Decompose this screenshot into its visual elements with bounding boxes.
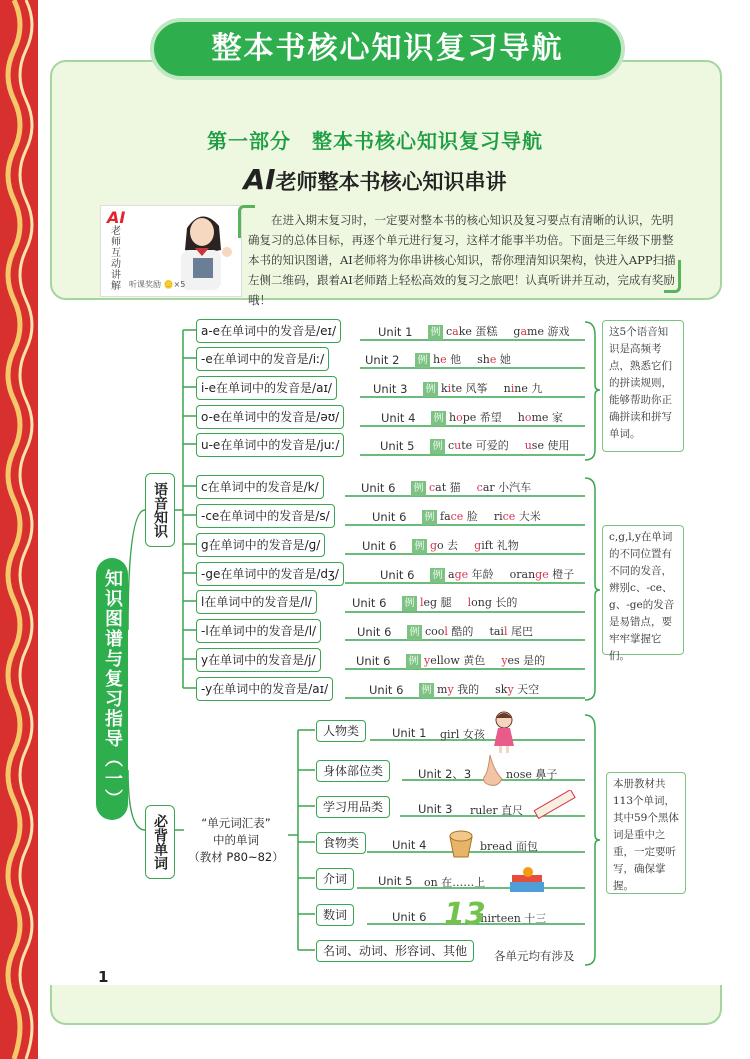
bread-icon xyxy=(446,827,476,859)
phonics-example xyxy=(430,437,569,454)
phonics-example xyxy=(412,537,519,554)
example-mark-icon: 例 xyxy=(411,481,426,496)
example-word-1-end: eg 腿 xyxy=(423,596,452,609)
example-mark-icon: 例 xyxy=(402,596,417,611)
example-mark-icon: 例 xyxy=(422,510,437,525)
example-word-1-start: k xyxy=(441,382,448,395)
ai-prefix: AI xyxy=(243,163,276,196)
example-word-2-end: 尾巴 xyxy=(507,625,533,638)
girl-icon xyxy=(490,710,518,754)
example-word-2-highlight: y xyxy=(501,654,508,667)
example-word-1-highlight: y xyxy=(447,683,454,696)
example-word-1-start: a xyxy=(448,568,455,581)
phonics-rule: -ce在单词中的发音是/s/ xyxy=(196,504,335,528)
example-word-2-start: n xyxy=(503,382,511,395)
ai-heading-text: 老师整本书核心知识串讲 xyxy=(275,170,507,194)
phonics-unit: Unit 6 xyxy=(369,683,404,697)
example-word-1-highlight: y xyxy=(424,654,431,667)
example-word-1-highlight: l xyxy=(420,596,424,609)
example-word-1-highlight: c xyxy=(429,481,436,494)
example-word-1-end: ke 蛋糕 xyxy=(458,325,498,338)
example-word-1-highlight: g xyxy=(430,539,438,552)
phonics-example xyxy=(419,681,539,698)
example-word-1-end: te 风筝 xyxy=(451,382,488,395)
phonics-rule: -y在单词中的发音是/aɪ/ xyxy=(196,677,333,701)
phonics-example xyxy=(423,380,542,397)
phonics-note-1: 这5个语音知识是高频考点，熟悉它们的拼读规则，能够帮助你正确拼读和拼写单词。 xyxy=(602,320,684,452)
example-word-1-highlight: l xyxy=(444,625,448,638)
example-mark-icon: 例 xyxy=(428,325,443,340)
phonics-unit: Unit 6 xyxy=(357,625,392,639)
phonics-example xyxy=(415,351,511,368)
section-title: 第一部分 整本书核心知识复习导航 xyxy=(207,129,543,153)
example-mark-icon: 例 xyxy=(430,568,445,583)
intro-paragraph: 在进入期末复习时，一定要对整本书的核心知识及复习要点有清晰的认识，先明确复习的总体目标，再逐个单元进行复习，这样才能事半功倍。下面是三年级下册整本书的知识图谱，AI老师将为你串讲核心知识，帮你理清知识架构，快进入APP扫描左侧二维码，跟着AI老师踏上轻松高效的复习之旅吧！认真听讲并互动，完成有奖励哦！ xyxy=(248,213,676,307)
phonics-unit: Unit 6 xyxy=(352,596,387,610)
example-mark-icon: 例 xyxy=(406,654,421,669)
phonics-example xyxy=(422,508,541,525)
thirteen-icon: 13 xyxy=(444,897,486,932)
vocab-node: 必背单词 xyxy=(145,805,175,879)
phonics-example xyxy=(430,566,574,583)
example-word-2-end: se 使用 xyxy=(531,439,570,452)
example-word-2-start: sh xyxy=(477,353,490,366)
example-word-2-end: 她 xyxy=(496,353,511,366)
phonics-unit: Unit 4 xyxy=(381,411,416,425)
vocab-example-word: on 在……上 xyxy=(424,876,486,889)
example-word-1-end: pe 希望 xyxy=(462,411,502,424)
vocab-note: 本册教材共113个单词，其中59个黑体词是重中之重，一定要听写，确保掌握。 xyxy=(606,772,686,894)
example-word-2-highlight: u xyxy=(524,439,532,452)
example-word-1-end: o 去 xyxy=(437,539,459,552)
example-mark-icon: 例 xyxy=(430,439,445,454)
example-word-2-end: es 是的 xyxy=(507,654,546,667)
phonics-unit: Unit 6 xyxy=(356,654,391,668)
example-mark-icon: 例 xyxy=(412,539,427,554)
phonics-rule: a-e在单词中的发音是/eɪ/ xyxy=(196,319,341,343)
phonics-unit: Unit 6 xyxy=(362,539,397,553)
example-word-2-start: ri xyxy=(493,510,503,523)
example-word-1-start: c xyxy=(446,325,453,338)
vocab-center-line2: （教材 P80~82） xyxy=(188,850,284,864)
vocab-category: 人物类 xyxy=(316,720,366,742)
example-word-2-highlight: i xyxy=(510,382,515,395)
example-word-1-start: m xyxy=(437,683,448,696)
example-word-1-highlight: ge xyxy=(454,568,469,581)
phonics-rule: -e在单词中的发音是/iː/ xyxy=(196,347,329,371)
vocab-category: 介词 xyxy=(316,868,354,890)
example-word-1-highlight: i xyxy=(447,382,452,395)
vocab-category: 名词、动词、形容词、其他 xyxy=(316,940,474,962)
page-number: 1 xyxy=(98,968,109,986)
phonics-example xyxy=(402,594,517,611)
vocab-unit: Unit 4 xyxy=(392,838,427,852)
vocab-category: 学习用品类 xyxy=(316,796,390,818)
example-word-1-end: te 可爱的 xyxy=(461,439,509,452)
example-word-1-end: 我的 xyxy=(453,683,480,696)
example-word-2-highlight: g xyxy=(474,539,482,552)
example-word-2-start: tai xyxy=(489,625,504,638)
phonics-rule: c在单词中的发音是/k/ xyxy=(196,475,324,499)
phonics-unit: Unit 6 xyxy=(372,510,407,524)
phonics-example xyxy=(411,479,531,496)
phonics-note-2: c,g,l,y在单词的不同位置有不同的发音，辨别c、-ce、g、-ge的发音是易错点，要牢牢掌握它们。 xyxy=(602,525,684,655)
phonics-rule: u-e在单词中的发音是/juː/ xyxy=(196,433,344,457)
page-title: 整本书核心知识复习导航 xyxy=(150,18,625,80)
example-word-2-highlight: l xyxy=(503,625,508,638)
vocab-example-word: girl 女孩 xyxy=(440,728,485,741)
phonics-unit: Unit 6 xyxy=(380,568,415,582)
ai-card-caption: 老师互动讲解 xyxy=(111,226,121,292)
vocab-example-word: thirteen 十三 xyxy=(476,912,547,925)
phonics-unit: Unit 1 xyxy=(378,325,413,339)
main-topic-node: 知识图谱与复习指导（一） xyxy=(96,558,128,820)
example-word-1-highlight: u xyxy=(454,439,462,452)
example-word-1-highlight: o xyxy=(456,411,463,424)
vocab-center-label xyxy=(184,815,288,866)
phonics-node: 语音知识 xyxy=(145,473,175,547)
example-word-1-end: ellow 黄色 xyxy=(430,654,486,667)
example-word-1-highlight: e xyxy=(440,353,447,366)
vocab-category: 身体部位类 xyxy=(316,760,390,782)
nose-icon xyxy=(478,753,506,789)
vocab-unit: Unit 1 xyxy=(392,726,427,740)
phonics-rule: l在单词中的发音是/l/ xyxy=(196,590,317,614)
phonics-unit: Unit 2 xyxy=(365,353,400,367)
example-mark-icon: 例 xyxy=(423,382,438,397)
phonics-unit: Unit 5 xyxy=(380,439,415,453)
vocab-unit: Unit 6 xyxy=(392,910,427,924)
example-word-2-start: sk xyxy=(495,683,508,696)
vocab-unit: Unit 5 xyxy=(378,874,413,888)
vocab-example-word: nose 鼻子 xyxy=(506,768,558,781)
phonics-rule: o-e在单词中的发音是/əʊ/ xyxy=(196,405,344,429)
example-word-1-start: c xyxy=(448,439,455,452)
phonics-rule: g在单词中的发音是/ɡ/ xyxy=(196,533,325,557)
phonics-unit: Unit 3 xyxy=(373,382,408,396)
phonics-unit: Unit 6 xyxy=(361,481,396,495)
ai-logo: AI xyxy=(107,208,126,227)
example-word-2-end: ong 长的 xyxy=(471,596,518,609)
example-word-1-start: coo xyxy=(425,625,445,638)
example-word-2-highlight: y xyxy=(507,683,514,696)
phonics-example xyxy=(406,652,545,669)
phonics-example xyxy=(428,323,569,340)
vocab-example-word: bread 面包 xyxy=(480,840,538,853)
example-word-2-highlight: ce xyxy=(502,510,516,523)
example-word-2-end: 大米 xyxy=(515,510,541,523)
ruler-icon xyxy=(532,790,576,820)
phonics-example xyxy=(407,623,533,640)
example-word-2-end: 天空 xyxy=(513,683,540,696)
example-word-1-start: h xyxy=(449,411,457,424)
example-word-2-start: g xyxy=(513,325,521,338)
phonics-rule: y在单词中的发音是/j/ xyxy=(196,648,321,672)
example-word-2-start: h xyxy=(517,411,525,424)
vocab-center-line1: 中的单词 xyxy=(213,833,259,847)
example-word-1-start: h xyxy=(433,353,441,366)
example-word-2-end: me 游戏 xyxy=(527,325,570,338)
example-word-1-highlight: a xyxy=(452,325,459,338)
vocab-category: 数词 xyxy=(316,904,354,926)
example-word-2-end: ne 九 xyxy=(514,382,543,395)
example-mark-icon: 例 xyxy=(407,625,422,640)
example-word-2-highlight: ge xyxy=(535,568,549,581)
example-mark-icon: 例 xyxy=(415,353,430,368)
reward-label: 听课奖励 🪙×5 xyxy=(129,280,186,289)
vocab-unit: Unit 3 xyxy=(418,802,453,816)
example-word-1-end: 脸 xyxy=(463,510,478,523)
example-word-1-end: 酷的 xyxy=(447,625,474,638)
example-word-2-highlight: a xyxy=(520,325,528,338)
vocab-unit: Unit 2、3 xyxy=(418,767,472,781)
example-word-2-end: ift 礼物 xyxy=(481,539,519,552)
example-word-2-end: 橙子 xyxy=(548,568,575,581)
phonics-example xyxy=(431,409,563,426)
books-icon xyxy=(506,866,548,896)
example-word-2-start: oran xyxy=(509,568,536,581)
phonics-rule: i-e在单词中的发音是/aɪ/ xyxy=(196,376,337,400)
example-word-2-highlight: c xyxy=(476,481,483,494)
example-word-2-highlight: o xyxy=(524,411,532,424)
example-word-2-highlight: l xyxy=(467,596,472,609)
example-word-2-end: me 家 xyxy=(531,411,563,424)
example-word-2-end: ar 小汽车 xyxy=(482,481,532,494)
example-word-2-highlight: e xyxy=(489,353,497,366)
phonics-rule: -l在单词中的发音是/l/ xyxy=(196,619,321,643)
phonics-rule: -ge在单词中的发音是/dʒ/ xyxy=(196,562,344,586)
example-word-1-end: 年龄 xyxy=(468,568,494,581)
example-word-1-end: 他 xyxy=(446,353,462,366)
vocab-example-word: ruler 直尺 xyxy=(470,804,524,817)
vocab-category: 食物类 xyxy=(316,832,366,854)
vocab-center-quote: “单元词汇表” xyxy=(201,816,271,830)
example-word-1-start: fa xyxy=(440,510,451,523)
example-mark-icon: 例 xyxy=(431,411,446,426)
example-mark-icon: 例 xyxy=(419,683,434,698)
example-word-1-end: at 猫 xyxy=(435,481,461,494)
example-word-1-highlight: ce xyxy=(450,510,464,523)
vocab-example-word: 各单元均有涉及 xyxy=(494,949,575,963)
